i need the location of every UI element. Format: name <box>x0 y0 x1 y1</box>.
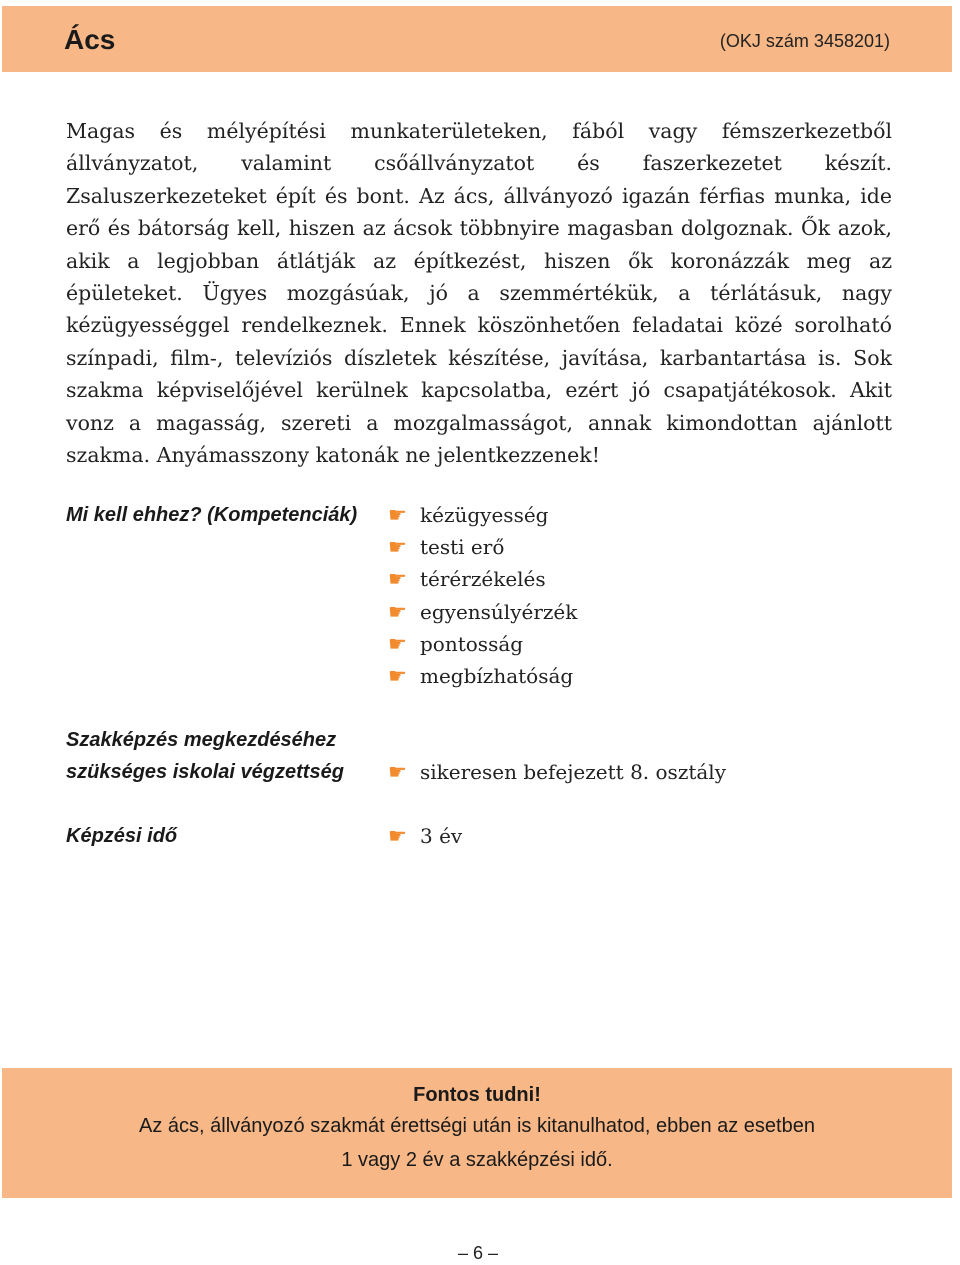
pointing-hand-icon: ☛ <box>388 664 407 689</box>
list-item <box>388 596 577 628</box>
pointing-hand-icon: ☛ <box>388 824 407 849</box>
list-item-text: pontosság <box>420 631 524 656</box>
list-item <box>388 531 577 563</box>
list-item <box>388 628 577 660</box>
list-item <box>388 563 577 595</box>
duration-list <box>388 820 462 852</box>
info-box-title: Fontos tudni! <box>413 1084 541 1106</box>
page-number: – 6 – <box>457 1243 499 1263</box>
education-label-line2: szükséges iskolai végzettség <box>66 761 344 783</box>
pointing-hand-icon: ☛ <box>388 503 407 528</box>
pointing-hand-icon: ☛ <box>388 535 407 560</box>
pointing-hand-icon: ☛ <box>388 599 407 624</box>
intro-paragraph: Magas és mélyépítési munkaterületeken, fából vagy fémszerkezetből állványzatot, valamint csőállványzatot és faszerkezetet készít. Zsaluszerkezeteket épít és bont. Az ács, állványozó igazán férfias munka, ide erő és bátorság kell, hiszen az ácsok többnyire magasban dolgoznak. Ők azok, akik a legjobban átlátják az építkezést, hiszen ők koronázzák meg az épületeket. Ügyes mozgásúak, jó a szemmértékük, a térlátásuk, nagy kézügyességgel rendelkeznek. Ennek köszönhetően feladatai közé sorolható színpadi, film-, televíziós díszletek készítése, javítása, karbantartása is. Sok szakma képviselőjével kerülnek kapcsolatba, ezért jó csapatjátékosok. Akit vonz a magasság, szereti a mozgalmasságot, annak kimondottan ajánlott szakma. Anyámasszony katonák ne jelentkezzenek! <box>66 119 892 468</box>
list-item-text: megbízhatóság <box>420 664 574 689</box>
page-title: Ács <box>64 24 116 55</box>
education-list <box>388 756 726 788</box>
info-box-line2: 1 vagy 2 év a szakképzési idő. <box>341 1149 613 1171</box>
competencies-list <box>388 499 577 692</box>
pointing-hand-icon: ☛ <box>388 631 407 656</box>
list-item <box>388 820 462 852</box>
okj-code: (OKJ szám 3458201) <box>719 31 890 51</box>
competencies-label: Mi kell ehhez? (Kompetenciák) <box>66 504 358 526</box>
list-item <box>388 499 577 531</box>
list-item <box>388 660 577 692</box>
duration-value: 3 év <box>420 824 463 849</box>
list-item-text: egyensúlyérzék <box>420 599 578 624</box>
education-label-line1: Szakképzés megkezdéséhez <box>66 729 337 751</box>
list-item-text: térérzékelés <box>420 567 546 592</box>
duration-label: Képzési idő <box>66 825 178 847</box>
list-item-text: testi erő <box>420 535 505 560</box>
pointing-hand-icon: ☛ <box>388 760 407 785</box>
list-item-text: kézügyesség <box>420 503 549 528</box>
info-box-line1: Az ács, állványozó szakmát érettségi után is kitanulhatod, ebben az esetben <box>139 1115 815 1137</box>
pointing-hand-icon: ☛ <box>388 567 407 592</box>
list-item <box>388 756 726 788</box>
education-value: sikeresen befejezett 8. osztály <box>420 760 727 785</box>
info-box <box>2 1068 952 1198</box>
